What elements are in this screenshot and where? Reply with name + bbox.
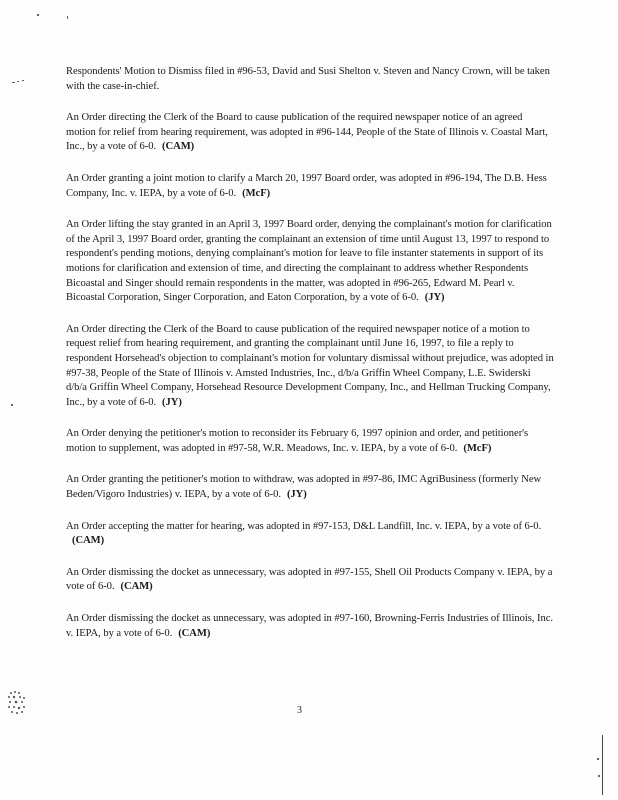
order-paragraph-9 [66, 566, 554, 595]
scan-edge-line [602, 735, 603, 795]
scan-speck [17, 81, 19, 82]
scan-speck [67, 16, 68, 19]
paragraph-text: Respondents' Motion to Dismiss filed in #96-53, David and Susi Shelton v. Steven and Nancy Crown, will be taken with the case-in-chief. [66, 66, 550, 92]
paragraph-text: An Order lifting the stay granted in an April 3, 1997 Board order, denying the complainant's motion for clarification of the April 3, 1997 Board order, granting the complainant an extension of time until August 13, 1997 to respond to respondent's pending motions, denying complainant's motion for leave to file instanter statements in support of its motions for clarification and extension of time, and directing the complainant to address whether Respondents Bicoastal and Singer should remain respondents in the matter, was adopted in #96-265, Edward M. Pearl v. Bicoastal Corporation, Singer Corporation, and Eaton Corporation, by a vote of 6-0. [66, 219, 552, 304]
scan-speck [22, 80, 24, 81]
order-paragraph-6 [66, 427, 554, 456]
author-initials: (McF) [463, 442, 492, 454]
paragraph-text: An Order accepting the matter for hearing, was adopted in #97-153, D&L Landfill, Inc. v. IEPA, by a vote of 6-0. [66, 520, 542, 532]
author-initials: (JY) [286, 489, 307, 501]
order-paragraph-5 [66, 323, 554, 411]
author-initials: (CAM) [162, 141, 195, 153]
order-paragraph-2 [66, 111, 554, 155]
author-initials: (CAM) [120, 581, 153, 593]
order-paragraph-10 [66, 612, 554, 641]
page-number: 3 [297, 705, 302, 716]
scan-speck [597, 758, 599, 760]
paragraph-text: An Order directing the Clerk of the Board to cause publication of the required newspaper notice of an agreed motion for relief from hearing requirement, was adopted in #96-144, People of the State of Illinois v. Coastal Mart, Inc., by a vote of 6-0. [66, 112, 548, 153]
paragraph-text: An Order dismissing the docket as unnecessary, was adopted in #97-155, Shell Oil Products Company v. IEPA, by a vote of 6-0. [66, 566, 553, 593]
author-initials: (JY) [162, 396, 182, 408]
author-initials: (CAM) [178, 627, 211, 639]
paragraph-text: An Order dismissing the docket as unnecessary, was adopted in #97-160, Browning-Ferris Industries of Illinois, Inc. v. IEPA, by a vote of 6-0. [66, 613, 553, 639]
scan-speck [11, 404, 13, 406]
order-paragraph-4 [66, 218, 554, 306]
author-initials: (CAM) [72, 535, 105, 547]
order-paragraph-7 [66, 473, 554, 502]
document-body [66, 65, 554, 658]
scan-speck [598, 775, 600, 777]
scan-speck [37, 14, 39, 16]
scan-speck [12, 82, 15, 83]
paragraph-text: An Order granting the petitioner's motion to withdraw, was adopted in #97-86, IMC AgriBusiness (formerly New Beden/Vigoro Industries) v. IEPA, by a vote of 6-0. [66, 474, 542, 501]
order-paragraph-1 [66, 65, 554, 94]
paragraph-text: An Order directing the Clerk of the Board to cause publication of the required newspaper notice of a motion to request relief from hearing requirement, and granting the complainant until June 16, 1997, to file a reply to respondent Horsehead's objection to complainant's motion for voluntary dismissal without prejudice, was adopted in #97-38, People of the State of Illinois v. Amsted Industries, Inc., d/b/a Griffin Wheel Company, L.E. Swiderski d/b/a Griffin Wheel Company, Horsehead Resource Development Company, Inc., and Hellman Trucking Company, Inc., by a vote of 6-0. [66, 323, 554, 408]
paragraph-text: An Order denying the petitioner's motion to reconsider its February 6, 1997 opinion and order, and petitioner's motion to supplement, was adopted in #97-58, W.R. Meadows, Inc. v. IEPA, by a vote of 6-0. [66, 428, 529, 454]
paragraph-text: An Order granting a joint motion to clarify a March 20, 1997 Board order, was adopted in #96-194, The D.B. Hess Company, Inc. v. IEPA, by a vote of 6-0. [66, 172, 547, 199]
scan-stamp-mark [6, 690, 28, 716]
author-initials: (McF) [242, 187, 271, 199]
author-initials: (JY) [424, 292, 445, 304]
order-paragraph-3 [66, 172, 554, 201]
order-paragraph-8 [66, 520, 554, 549]
